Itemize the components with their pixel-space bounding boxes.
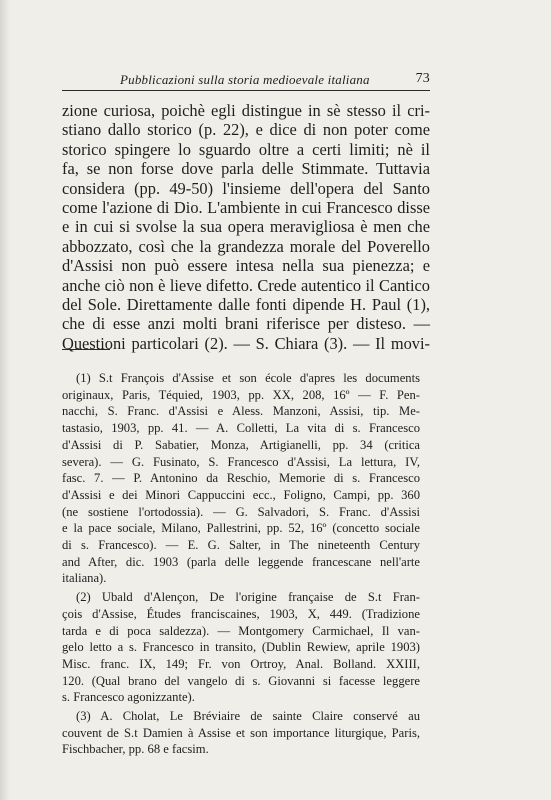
footnote-line: d'Assisi di P. Sabatier, Monza, Artigianelli, pp. 34 (critica (62, 437, 420, 452)
body-line: che di esse anzi molti brani riferisce per disteso. — (62, 314, 430, 334)
body-line: storico spingere lo sguardo oltre a certi limiti; nè il (62, 139, 430, 159)
footnote-3 (62, 708, 420, 758)
footnote-2 (62, 589, 420, 706)
footnote-line: couvent de S.t Damien à Assise et son importance liturgique, Paris, (62, 725, 420, 740)
footnote-line: fasc. 7. — P. Antonino da Reschio, Memorie di s. Francesco (62, 471, 420, 486)
footnote-line: 120. (Qual brano del vangelo di s. Giovanni si facesse leggere (62, 673, 420, 688)
footnote-line: (1) S.t François d'Assise et son école d'apres les documents (76, 371, 420, 385)
footnote-1 (62, 370, 420, 587)
page-number: 73 (415, 71, 430, 86)
footnote-line: tarda e di poca saldezza). — Montgomery Carmichael, Il van- (62, 623, 420, 638)
page-gutter-shadow (0, 0, 10, 800)
footnote-line: and After, dic. 1903 (parla delle leggende francescane nell'arte (62, 554, 420, 569)
body-line: come l'azione di Dio. L'ambiente in cui Francesco disse (62, 198, 430, 218)
footnote-line: (ne sostiene l'ortodossia). — G. Salvadori, S. Franc. d'Assisi (62, 504, 420, 519)
footnote-line: Fischbacher, pp. 68 e facsim. (62, 742, 209, 757)
footnote-line: di s. Francesco). — E. G. Salter, in The nineteenth Century (62, 538, 420, 553)
footnote-line: çois d'Assise, Études franciscaines, 1903, X, 449. (Tradizione (62, 606, 420, 621)
body-line: zione curiosa, poichè egli distingue in sè stesso il cri- (62, 101, 430, 120)
body-line: stiano dallo storico (p. 22), e dice di non poter come (62, 120, 430, 140)
footnote-line: s. Francesco agonizzante). (62, 690, 195, 705)
footnote-line: (3) A. Cholat, Le Bréviaire de sainte Claire conservé au (76, 709, 420, 724)
footnotes (62, 370, 420, 758)
footnote-line: severa). — G. Fusinato, S. Francesco d'Assisi, La lettura, IV, (62, 454, 420, 469)
running-header (62, 68, 430, 92)
body-line: abbozzato, così che la grandezza morale del Poverello (62, 236, 430, 256)
header-rule (62, 90, 430, 91)
body-line: d'Assisi non può essere intesa nella sua pienezza; e (62, 256, 430, 276)
footnote-line: (2) Ubald d'Alençon, De l'origine française de S.t Fran- (76, 590, 420, 605)
footnote-line: gelo letto a s. Francesco in transito, (Dublin Rewiew, aprile 1903) (62, 640, 420, 655)
body-line: del Sole. Direttamente dalle fonti dipende H. Paul (1), (62, 295, 430, 315)
footnote-line: e la pace sociale, Milano, Pallestrini, pp. 52, 16º (concetto sociale (62, 521, 420, 536)
footnote-line: originaux, Paris, Téquied, 1903, pp. XX, 208, 16º — F. Pen- (62, 387, 420, 402)
body-text (62, 101, 430, 353)
footnote-line: tastasio, 1903, pp. 41. — A. Colletti, La vita di s. Francesco (62, 421, 420, 436)
footnote-line: nacchi, S. Franc. d'Assisi e Aless. Manzoni, Assisi, tip. Me- (62, 404, 420, 419)
footnote-line: d'Assisi e dei Minori Cappuccini ecc., Foligno, Campi, pp. 360 (62, 487, 420, 502)
body-line: fa, se non forse dove parla delle Stimmate. Tuttavia (62, 159, 430, 179)
running-title: Pubblicazioni sulla storia medioevale italiana (120, 72, 370, 87)
footnote-separator (62, 349, 110, 350)
body-line: Questioni particolari (2). — S. Chiara (3). — Il movi- (62, 333, 430, 353)
body-line: e in cui si svolse la sua opera meravigliosa è men che (62, 217, 430, 237)
body-line: anche ciò non è lieve difetto. Crede autentico il Cantico (62, 275, 430, 295)
footnote-line: italiana). (62, 571, 107, 586)
footnote-line: Misc. franc. IX, 149; Fr. von Ortroy, Anal. Bolland. XXIII, (62, 656, 420, 671)
body-line: considera (pp. 49-50) l'insieme dell'opera del Santo (62, 178, 430, 198)
